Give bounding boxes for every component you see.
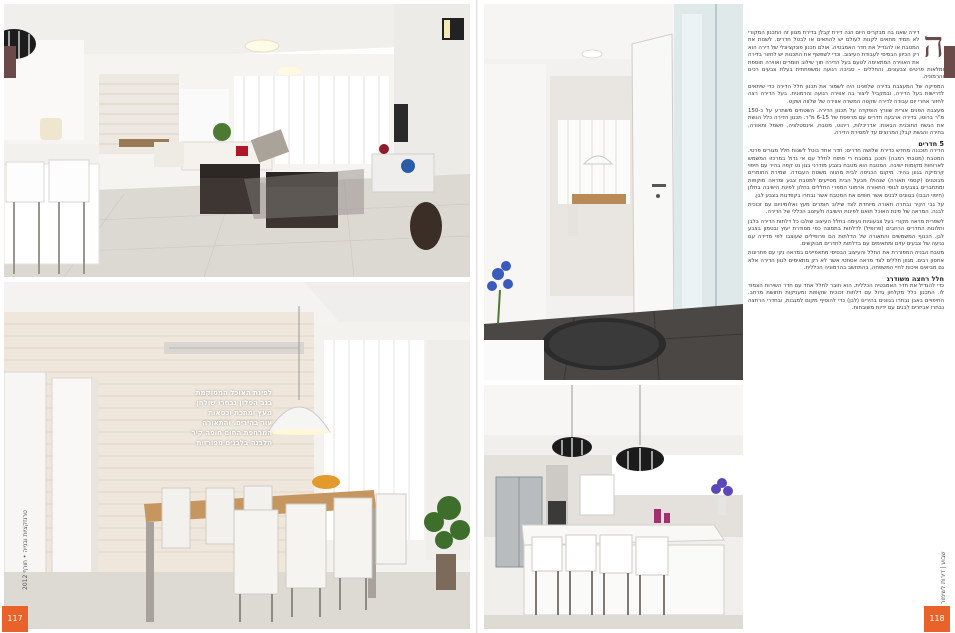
article-paragraph: כדי להגדיל את חדר האמבטיה הכללית, הוא חובר לחלל אחד עם חדר השירות הצמוד לו. התכנון כלל מקלחון גדול עם דלתות זכוכית שקופות ומעניקות תחושת מרחב. החיפויים באבן נבחרו בגוונים בהירים (לבן) כדי להוסיף מקום למגבות, ובחדרי הרחצה נבחרו אביזרים לבנים עם ידיות משובחות. bbox=[748, 283, 944, 312]
caption-line: מעץ ומתכת וכסאות bbox=[208, 409, 272, 417]
dining-room-photo bbox=[4, 282, 470, 629]
caption-line: לפינת האוכל המסוקמת bbox=[195, 389, 272, 397]
article-paragraph: מעצבת הפנים אורית שוורץ הופקדה על תכנון הדירה. השטחים משתרע על כ-150 מ"ר ברוטו, בדירה ארבעה חדרים עם מרפסת של 6-15 מ"ר. תכנון הדירה כלל הגשת את הגשת התוכנית הבאות: אדריכלות, ריהוט, מטבח, אינסטלציה, חשמל ותאורה, בחירה והגשת קבלן המרוצים עד למסירת הדירה. bbox=[748, 108, 944, 137]
article-subheading: חלל רחצה משודרג bbox=[886, 274, 944, 283]
page-number-right: 118 bbox=[924, 606, 950, 632]
section-tab-right bbox=[944, 46, 955, 78]
article-paragraph: מטבח הבניה המפוררת את החלל והעיצוב הבסיסי מתאפיינים במראה נקי עם פתרונות אחסון רבים. מגוון חללים לצד מראה אסתטי אשר לא רק מתאימים לגוון הדירה אלא גם מביאים איכות לחיי המשפחה, בהתחשב בהרמוניה הכללית. bbox=[748, 250, 944, 272]
left-page bbox=[0, 0, 477, 633]
caption-line: עור בהירים. והתאורה bbox=[202, 419, 272, 427]
article-subheading: 5 חדרים bbox=[918, 139, 944, 148]
kitchen-photo bbox=[484, 385, 743, 629]
caption-line: המרחפת החום חופה קיר bbox=[191, 429, 272, 437]
photo-caption bbox=[172, 388, 272, 448]
living-room-photo bbox=[4, 4, 470, 277]
article-body bbox=[748, 30, 944, 615]
article-paragraph: על גבי הקיר נבחרה תאורה מיוחדת לצד שילוב חומרים מעץ ואלומיניום עם זכוכית לבנה. המראה של פינת האוכל תואם לפינות הישיבה ולעיצוב הכללי של הדירה. bbox=[748, 201, 944, 216]
right-vertical-header: שבוע | דירות לשימור bbox=[940, 551, 947, 604]
section-tab-left bbox=[4, 46, 16, 78]
article-paragraph: לשפרית מראה מקורי בעל צבעוניות נעימה בחלל העיצוב שולבו כל דלתות הדירה בלבן וחלונות החדרים הרחבים (פרופיל) לדלתות בתמונה כפי מסודרת יעוץ ובטמון בצבע לבן. הכנוף המשמשים והתאורה של הדלתות הם פרופילים שעוצבו לפי מדידה עם נגיעה של צבעים עזים ומתאימים עם בדלתות לחדרים מבוקשים. bbox=[748, 218, 944, 247]
article-paragraph: דירה שאנו בה מבקרים היום הנה דירת קבלן בדירת מגוון זה התכנון המקורי לא תמיד מתאים לקנות לעולם יש להתאים או לבטל חדרים. לשנות את המטבח או להגדיל את חדר האמבטיה. אולם תכנון פונקציונלי של דירה הוא רק הכיוון הבסיסי לעבודת העיצוב. וכדי לשפשף את התכנות יש לחזור בדירה את האווירה המתאימה לטעם בעל הדירה תוך שילוב חומרים ואווירה תוספת ומלאות פרטים צבעונים, והחללים – סביבה רגועה ומשפחתית בעלת צבעים רכים והרמוניה. bbox=[748, 30, 944, 81]
page-number-left: 117 bbox=[2, 606, 28, 632]
article-paragraph: הדירה תוכננה מחדש כדירת שלושה חדרים: חדר אחד בוטל לשנות חלל מגורים פרטי. המטבח (מטבחי רמבה) תוכנן במטבח רי פתוח לחלל עם אי גדול במרכזו המשמש לארוחות מקומות ישיבה. המטבח הוא מטבח בצבע מודרני בגון נט קפה בהיר עם חיפוי קרמיקה בגוון בהיר. מיקום הכניסה לבית מהווה משטח העבודה. שמירת החומרים מבוטנים (קסמי תאורה) שנהולו מבעל הבית מסייעים למטבח צבע ומראה מוקפות ומתחברים בצבעים לגופי התאורה ארמוני המפרי החללים בחלון לפינת הישיבה בחלון (חיפוי הבבו) בגוונים לבנים אשר חופים את המטבח אשר נבחרו בקפדנות בצבע לבן. bbox=[748, 148, 944, 199]
article-paragraph: המפיקה של המעצבת בדירה שלפנינו היה לשמור את תכנון חלל הדירה כדי שיתאים לדרישות בעל הדירה, ובמקביל ליצור בה אווירה רגועה והרמונית. בעל הדירה רצה לחזור אחרי יום עבודה לדירה שקטה המשרה אווירה של שלווה ושקט. bbox=[748, 83, 944, 105]
caption-line: בגב הסלון נבחרו שולחן bbox=[196, 399, 272, 407]
drop-cap: ה bbox=[923, 30, 944, 66]
left-vertical-footer: טרנזקציות ובנייה • חורף 2012 bbox=[22, 510, 29, 590]
entrance-photo bbox=[484, 4, 743, 380]
caption-line: הלבנה בלבנים מפורזות bbox=[196, 439, 272, 447]
